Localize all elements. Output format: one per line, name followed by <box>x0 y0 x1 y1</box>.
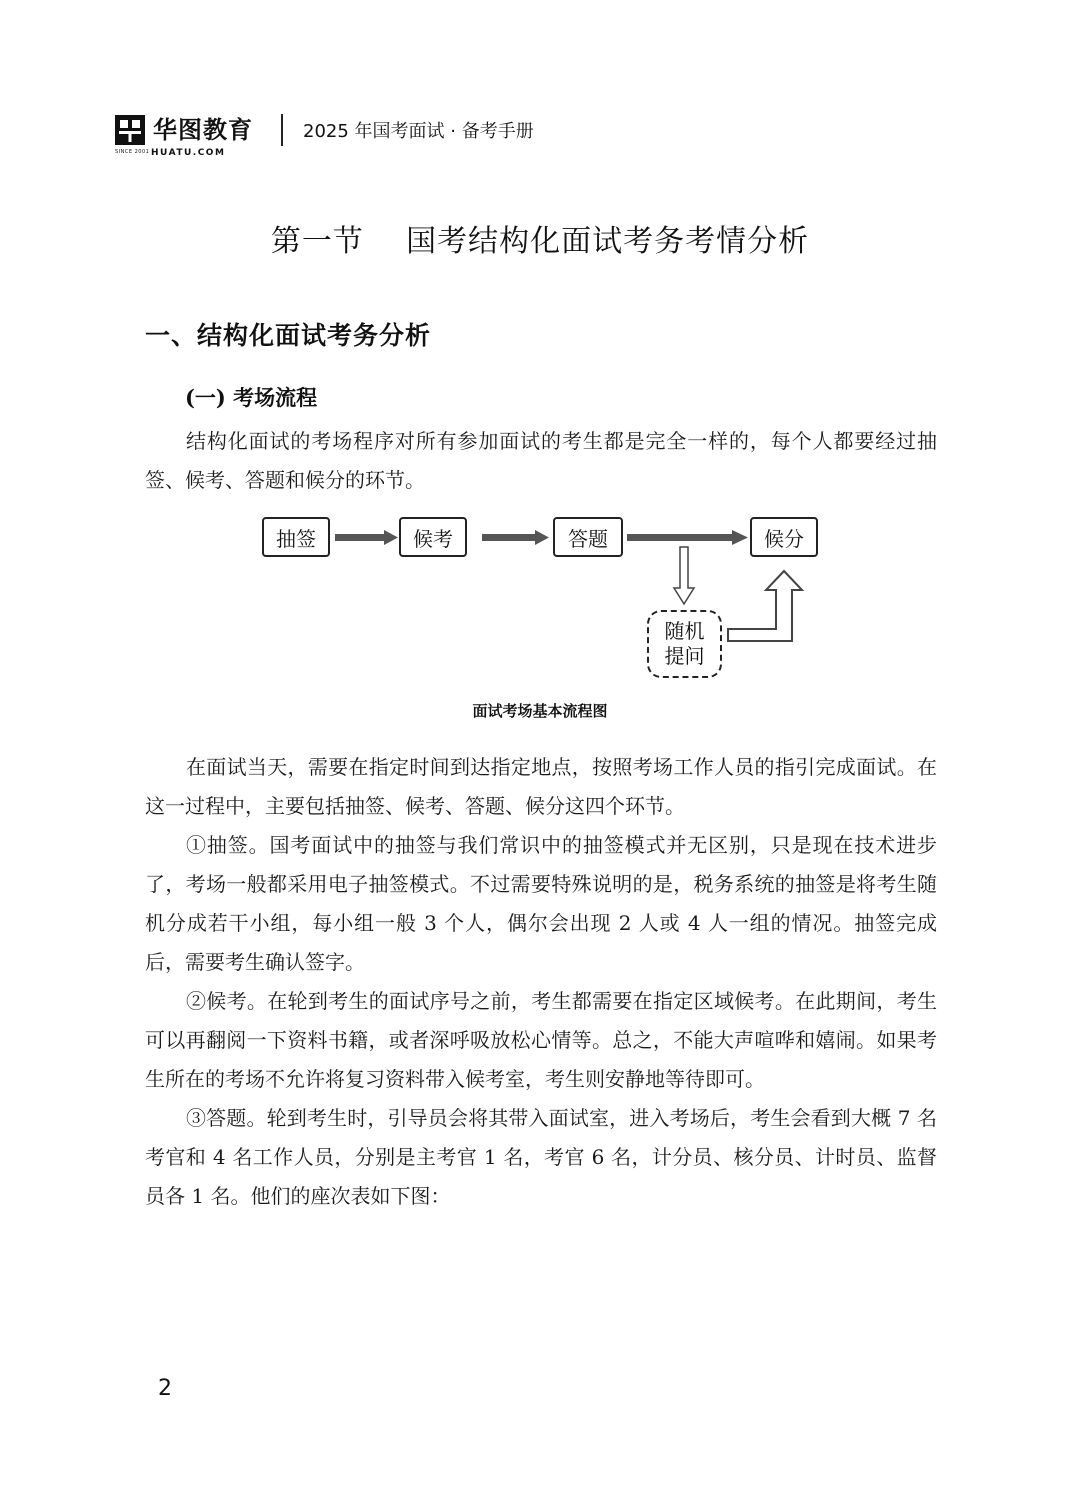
book-title: 2025 年国考面试 · 备考手册 <box>303 121 534 142</box>
flow-random-question <box>647 610 722 678</box>
arrow-wait-to-answer <box>482 530 549 545</box>
huatu-logo <box>115 115 253 158</box>
flow-step-score: 候分 <box>750 517 818 557</box>
logo-since-text: SINCE 2001 <box>115 149 150 155</box>
logo-chinese-text: 华图教育 <box>153 116 253 144</box>
section-title: 第一节 国考结构化面试考务考情分析 <box>270 224 810 259</box>
logo-english-text: HUATU.COM <box>151 148 226 158</box>
flowchart-arrows <box>0 505 1080 695</box>
flow-step-wait: 候考 <box>399 517 467 557</box>
page-number: 2 <box>158 1376 172 1401</box>
heading-level-1: 一、结构化面试考务分析 <box>145 321 432 350</box>
intro-paragraph: 结构化面试的考场程序对所有参加面试的考生都是完全一样的，每个人都要经过抽签、候考、答题和候分的环节。 <box>145 429 937 492</box>
heading-level-2: (一) 考场流程 <box>185 385 318 410</box>
flowchart <box>0 505 1080 695</box>
flowchart-caption: 面试考场基本流程图 <box>472 702 608 720</box>
arrow-draw-to-wait <box>335 530 398 545</box>
page-header <box>115 108 534 158</box>
header-divider <box>281 114 283 146</box>
random-question-line1: 随机 <box>664 619 705 643</box>
flow-step-draw: 抽签 <box>262 517 330 557</box>
paragraph-drawing-lots: ①抽签。国考面试中的抽签与我们常识中的抽签模式并无区别，只是现在技术进步了，考场一般都采用电子抽签模式。不过需要特殊说明的是，税务系统的抽签是将考生随机分成若干小组，每小组一般 3 个人，偶尔会出现 2 人或 4 人一组的情况。抽签完成后，需要考生确认签字。 <box>145 833 937 974</box>
arrow-up-hollow <box>728 571 802 641</box>
paragraph-interview-day: 在面试当天，需要在指定时间到达指定地点，按照考场工作人员的指引完成面试。在这一过程中，主要包括抽签、候考、答题、候分这四个环节。 <box>145 755 937 818</box>
paragraph-answering: ③答题。轮到考生时，引导员会将其带入面试室，进入考场后，考生会看到大概 7 名考官和 4 名工作人员，分别是主考官 1 名，考官 6 名，计分员、核分员、计时员、监督员各 1 名。他们的座次表如下图： <box>145 1106 937 1208</box>
arrow-answer-to-score <box>627 530 748 545</box>
arrow-down-hollow <box>674 547 694 604</box>
flow-step-answer: 答题 <box>553 517 623 557</box>
random-question-line2: 提问 <box>664 644 705 668</box>
paragraph-waiting: ②候考。在轮到考生的面试序号之前，考生都需要在指定区域候考。在此期间，考生可以再翻阅一下资料书籍，或者深呼吸放松心情等。总之，不能大声喧哗和嬉闹。如果考生所在的考场不允许将复习资料带入候考室，考生则安静地等待即可。 <box>145 989 937 1091</box>
huatu-logo-icon <box>115 115 145 145</box>
